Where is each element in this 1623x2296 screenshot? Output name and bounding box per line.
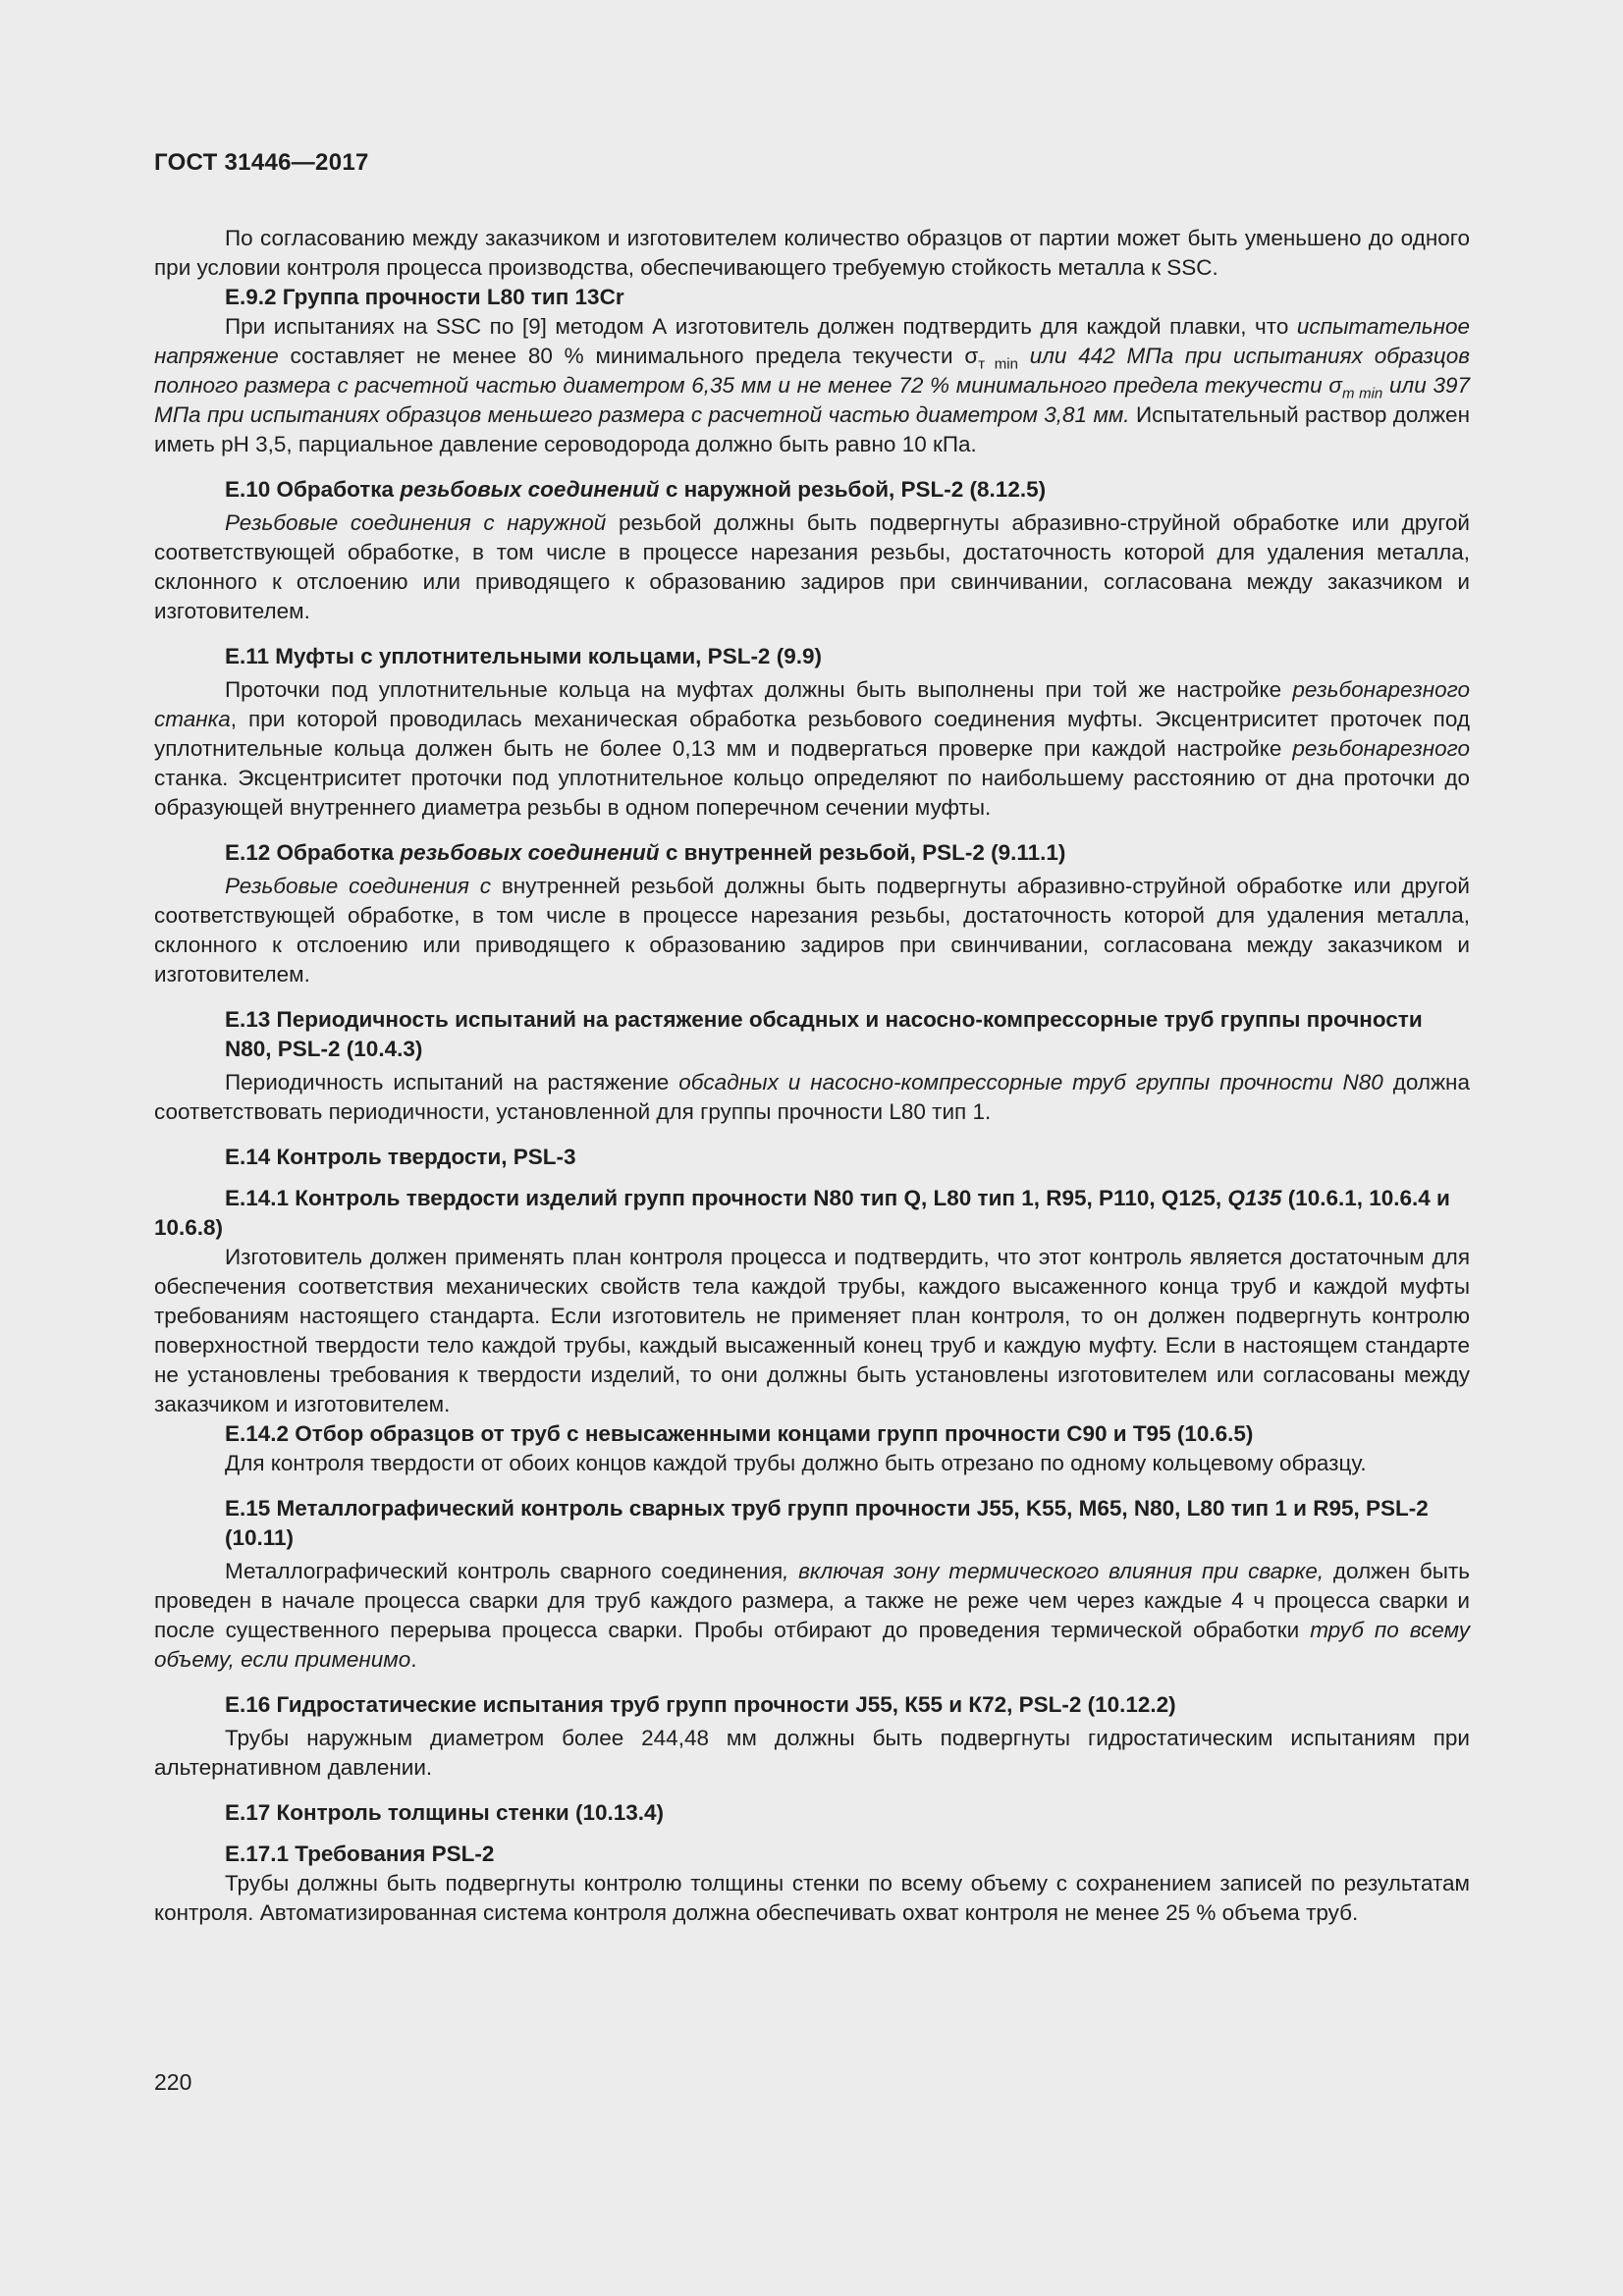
paragraph-external-thread: Резьбовые соединения с наружной резьбой должны быть подвергнуты абразивно-струйной обработке или другой соответствующей обработке, в том числе в процессе нарезания резьбы, достаточность которой для удаления металла, склонного к отслоению или приводящего к образованию задиров при свинчивании, согласована между заказчиком и изготовителем. <box>154 510 1470 623</box>
paragraph-metallography: Металлографический контроль сварного соединения, включая зону термического влияния при сварке, должен быть проведен в начале процесса сварки для труб каждого размера, а также не реже чем через каждые 4 ч процесса сварки и после существенного перерыва процесса сварки. Пробы отбирают до проведения термической обработки труб по всему объему, если применимо. <box>154 1559 1470 1672</box>
heading-e-9-2: Е.9.2 Группа прочности L80 тип 13Cr <box>225 285 624 309</box>
heading-e-15: Е.15 Металлографический контроль сварных труб групп прочности J55, K55, M65, N80, L80 тип 1 и R95, PSL-2 (10.11) <box>225 1496 1429 1550</box>
document-body <box>154 224 1470 1928</box>
heading-e-11: Е.11 Муфты с уплотнительными кольцами, PSL-2 (9.9) <box>225 644 822 668</box>
paragraph-ssc-test: При испытаниях на SSC по [9] методом А изготовитель должен подтвердить для каждой плавки, что испытательное напряжение составляет не менее 80 % минимального предела текучести $\sigma_{т min}$ или 442 МПа при испытаниях образцов полного размера с расчетной частью диаметром 6,35 мм и не менее 72 % минимального предела текучести $\sigma_{т min}$ или 397 МПа при испытаниях образцов меньшего размера с расчетной частью диаметром 3,81 мм. Испытательный раствор должен иметь pH 3,5, парциальное давление сероводорода должно быть равно 10 кПа. <box>154 314 1470 456</box>
page-number: 220 <box>154 2069 192 2095</box>
heading-e-13: Е.13 Периодичность испытаний на растяжение обсадных и насосно-компрессорные труб группы прочности N80, PSL-2 (10.4.3) <box>225 1007 1423 1061</box>
heading-e-16: Е.16 Гидростатические испытания труб групп прочности J55, К55 и К72, PSL-2 (10.12.2) <box>225 1692 1176 1717</box>
heading-e-17-1: Е.17.1 Требования PSL-2 <box>225 1842 495 1866</box>
paragraph-hydrostatic: Трубы наружным диаметром более 244,48 мм должны быть подвергнуты гидростатическим испытаниям при альтернативном давлении. <box>154 1726 1470 1780</box>
heading-e-14: Е.14 Контроль твердости, PSL-3 <box>225 1145 576 1169</box>
paragraph-internal-thread: Резьбовые соединения с внутренней резьбой должны быть подвергнуты абразивно-струйной обработке или другой соответствующей обработке, в том числе в процессе нарезания резьбы, достаточность которой для удаления металла, склонного к отслоению или приводящего к образованию задиров при свинчивании, согласована между заказчиком и изготовителем. <box>154 874 1470 987</box>
paragraph-hardness-plan: Изготовитель должен применять план контроля процесса и подтвердить, что этот контроль является достаточным для обеспечения соответствия механических свойств тела каждой трубы, каждого высаженного конца труб и каждой муфты требованиям настоящего стандарта. Если изготовитель не применяет план контроля, то он должен подвергнуть контролю поверхностной твердости тело каждой трубы, каждый высаженный конец труб и каждую муфту. Если в настоящем стандарте не установлены требования к твердости изделий, то они должны быть установлены изготовителем или согласованы между заказчиком и изготовителем. <box>154 1245 1470 1416</box>
paragraph-tensile-frequency: Периодичность испытаний на растяжение обсадных и насосно-компрессорные труб группы прочности N80 должна соответствовать периодичности, установленной для группы прочности L80 тип 1. <box>154 1070 1470 1124</box>
paragraph-wall-thickness: Трубы должны быть подвергнуты контролю толщины стенки по всему объему с сохранением записей по результатам контроля. Автоматизированная система контроля должна обеспечивать охват контроля не менее 25 % объема труб. <box>154 1871 1470 1925</box>
paragraph-ring-samples: Для контроля твердости от обоих концов каждой трубы должно быть отрезано по одному кольцевому образцу. <box>225 1451 1367 1475</box>
paragraph-seal-rings: Проточки под уплотнительные кольца на муфтах должны быть выполнены при той же настройке резьбонарезного станка, при которой проводилась механическая обработка резьбового соединения муфты. Эксцентриситет проточек под уплотнительные кольца должен быть не более 0,13 мм и подвергаться проверке при каждой настройке резьбонарезного станка. Эксцентриситет проточки под уплотнительное кольцо определяют по наибольшему расстоянию от дна проточки до образующей внутреннего диаметра резьбы в одном поперечном сечении муфты. <box>154 677 1470 820</box>
paragraph-sample-count: По согласованию между заказчиком и изготовителем количество образцов от партии может быть уменьшено до одного при условии контроля процесса производства, обеспечивающего требуемую стойкость металла к SSC. <box>154 226 1470 280</box>
heading-e-14-1: Е.14.1 Контроль твердости изделий групп прочности N80 тип Q, L80 тип 1, R95, P110, Q125, Q135 (10.6.1, 10.6.4 и 10.6.8) <box>154 1186 1450 1240</box>
heading-e-12: Е.12 Обработка резьбовых соединений с внутренней резьбой, PSL-2 (9.11.1) <box>225 840 1066 865</box>
heading-e-14-2: Е.14.2 Отбор образцов от труб с невысаженными концами групп прочности С90 и Т95 (10.6.5) <box>225 1421 1254 1446</box>
heading-e-10: Е.10 Обработка резьбовых соединений с наружной резьбой, PSL-2 (8.12.5) <box>225 477 1047 502</box>
document-header: ГОСТ 31446—2017 <box>154 149 369 176</box>
heading-e-17: Е.17 Контроль толщины стенки (10.13.4) <box>225 1800 665 1825</box>
